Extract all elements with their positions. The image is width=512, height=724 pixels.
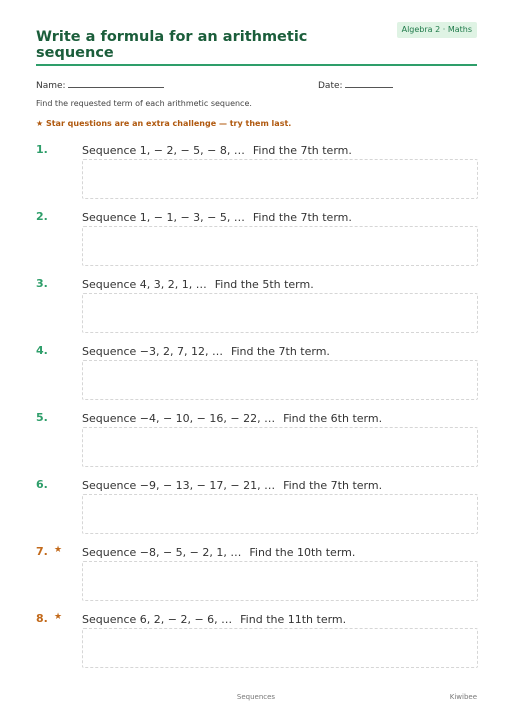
question-text [82, 211, 352, 224]
answer-box[interactable] [82, 293, 478, 333]
answer-box[interactable] [82, 628, 478, 668]
sequence-text: Sequence −9, − 13, − 17, − 21, … [82, 479, 276, 492]
question-number: 8. [36, 612, 48, 625]
task-text: Find the 7th term. [252, 211, 352, 224]
question-number: 1. [36, 143, 48, 156]
task-text: Find the 5th term. [214, 278, 314, 291]
question-text [82, 412, 382, 425]
question-number: 2. [36, 210, 48, 223]
sequence-text: Sequence −4, − 10, − 16, − 22, … [82, 412, 276, 425]
name-field [36, 79, 164, 91]
footer-brand: Kiwibee [449, 693, 477, 701]
subject-badge: Algebra 2 · Maths [397, 22, 477, 38]
sequence-text: Sequence 6, 2, − 2, − 6, … [82, 613, 233, 626]
task-text: Find the 7th term. [283, 479, 383, 492]
sequence-text: Sequence 4, 3, 2, 1, … [82, 278, 207, 291]
date-label: Date: [318, 81, 343, 91]
sequence-text: Sequence −3, 2, 7, 12, … [82, 345, 223, 358]
question-item [36, 545, 477, 605]
date-blank[interactable] [345, 79, 393, 88]
question-text [82, 613, 346, 626]
task-text: Find the 7th term. [230, 345, 330, 358]
question-item [36, 478, 477, 538]
challenge-note: ★ Star questions are an extra challenge — try them last. [36, 119, 292, 128]
task-text: Find the 6th term. [283, 412, 383, 425]
question-item [36, 210, 477, 270]
answer-box[interactable] [82, 159, 478, 199]
instructions: Find the requested term of each arithmetic sequence. [36, 99, 252, 108]
page-title: Write a formula for an arithmetic sequence [36, 29, 308, 61]
name-blank[interactable] [68, 79, 164, 88]
question-number: 5. [36, 411, 48, 424]
question-text [82, 144, 352, 157]
question-text [82, 345, 330, 358]
question-text [82, 479, 382, 492]
question-item [36, 411, 477, 471]
answer-box[interactable] [82, 494, 478, 534]
answer-box[interactable] [82, 360, 478, 400]
question-text [82, 278, 314, 291]
question-item [36, 277, 477, 337]
question-number: 6. [36, 478, 48, 491]
question-number: 4. [36, 344, 48, 357]
answer-box[interactable] [82, 226, 478, 266]
question-item [36, 143, 477, 203]
answer-box[interactable] [82, 427, 478, 467]
task-text: Find the 10th term. [249, 546, 356, 559]
name-label: Name: [36, 81, 66, 91]
task-text: Find the 7th term. [252, 144, 352, 157]
title-divider [36, 64, 477, 66]
question-number: 7. [36, 545, 48, 558]
date-field [318, 79, 393, 91]
sequence-text: Sequence −8, − 5, − 2, 1, … [82, 546, 242, 559]
answer-box[interactable] [82, 561, 478, 601]
question-item [36, 344, 477, 404]
question-number: 3. [36, 277, 48, 290]
task-text: Find the 11th term. [240, 613, 347, 626]
question-text [82, 546, 355, 559]
sequence-text: Sequence 1, − 2, − 5, − 8, … [82, 144, 245, 157]
challenge-star-icon: ★ [54, 612, 63, 622]
challenge-star-icon: ★ [54, 545, 63, 555]
sequence-text: Sequence 1, − 1, − 3, − 5, … [82, 211, 245, 224]
footer-topic: Sequences [236, 693, 276, 701]
question-item [36, 612, 477, 672]
